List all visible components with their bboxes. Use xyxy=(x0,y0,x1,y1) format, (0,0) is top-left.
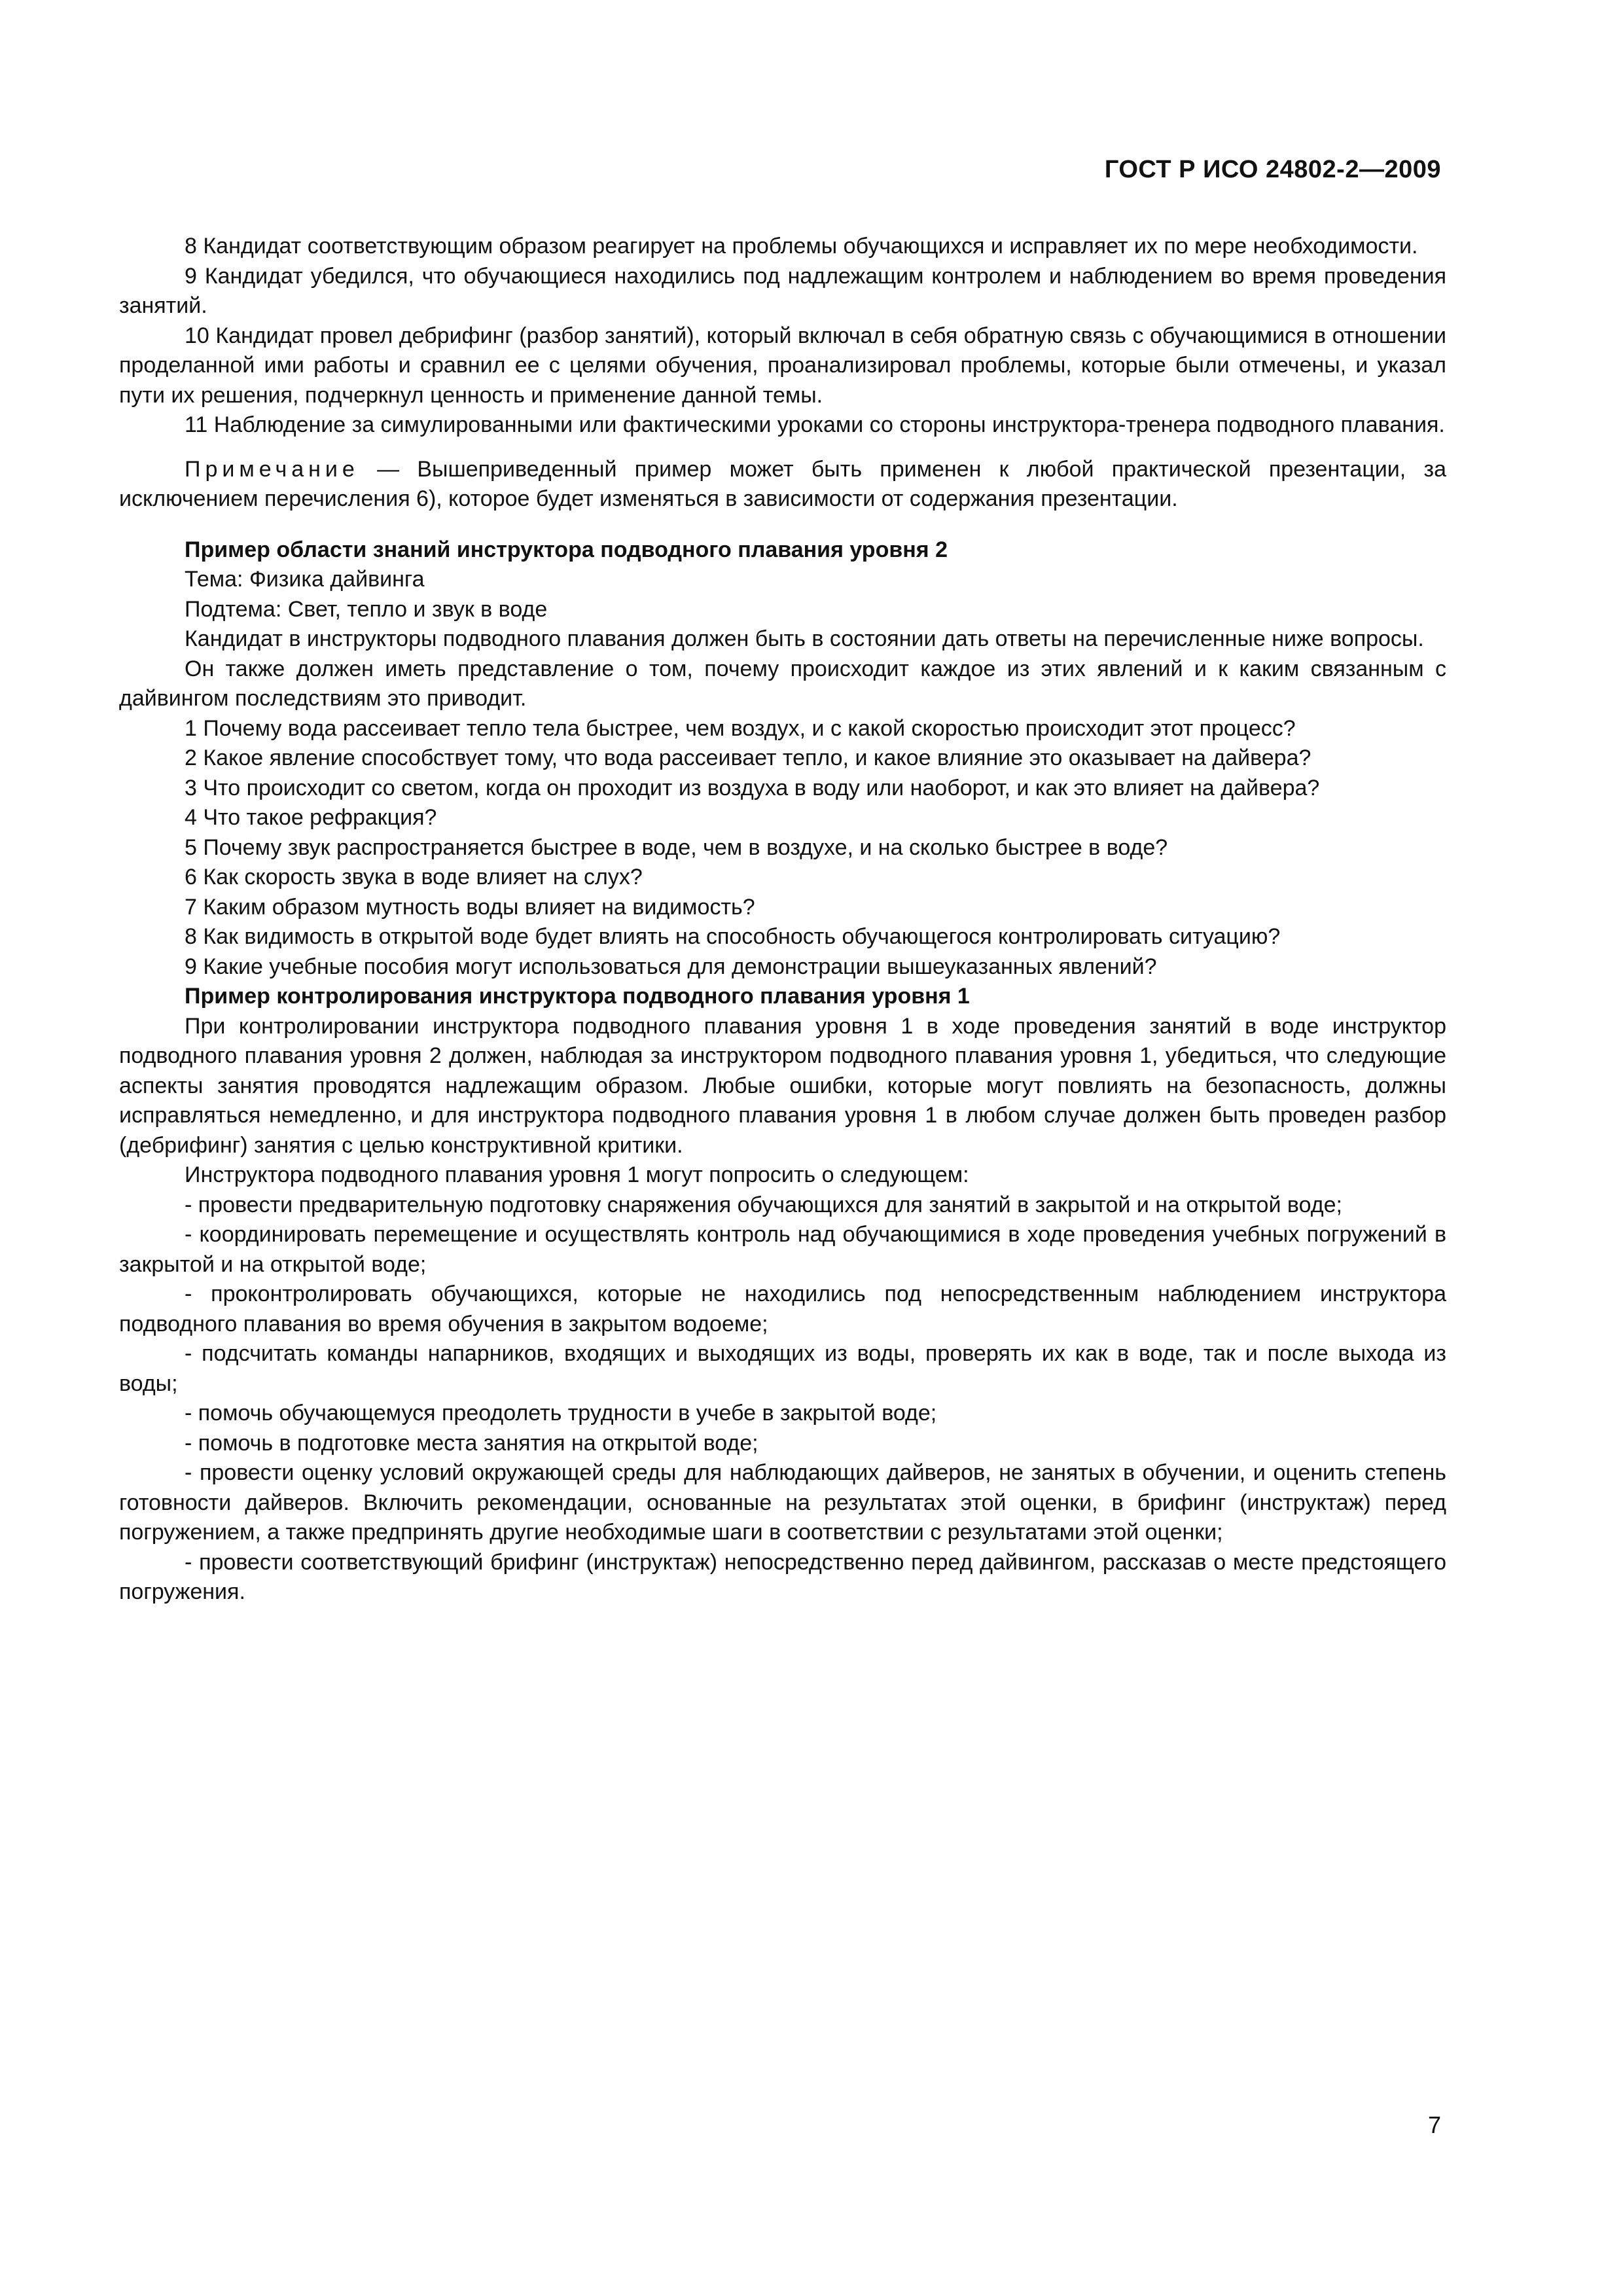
note-paragraph xyxy=(119,455,1446,514)
question-item: 4 Что такое рефракция? xyxy=(185,805,437,830)
bullet-item: - провести предварительную подготовку снаряжения обучающихся для занятий в закрытой и на открытой воде; xyxy=(185,1192,1342,1217)
note-text: — Вышеприведенный пример может быть применен к любой практической презентации, за исключением перечисления 6), которое будет изменяться в зависимости от содержания презентации. xyxy=(119,456,1446,511)
question-item: 8 Как видимость в открытой воде будет влиять на способность обучающегося контролировать ситуацию? xyxy=(185,924,1281,949)
list-item: 8 Кандидат соответствующим образом реагирует на проблемы обучающихся и исправляет их по мере необходимости. xyxy=(185,234,1418,259)
question-item: 7 Каким образом мутность воды влияет на видимость? xyxy=(185,894,755,920)
question-item: 2 Какое явление способствует тому, что вода рассеивает тепло, и какое влияние это оказывает на дайвера? xyxy=(185,745,1311,770)
paragraph: Он также должен иметь представление о том, почему происходит каждое из этих явлений и к каким связанным с дайвингом последствиям это приводит. xyxy=(119,656,1446,711)
document-id-header: ГОСТ Р ИСО 24802-2—2009 xyxy=(1104,156,1441,183)
bullet-item: - провести соответствующий брифинг (инструктаж) непосредственно перед дайвингом, рассказав о месте предстоящего погружения. xyxy=(119,1549,1446,1604)
bullet-item: - координировать перемещение и осуществлять контроль над обучающимися в ходе проведения учебных погружений в закрытой и на открытой воде; xyxy=(119,1222,1446,1277)
question-item: 9 Какие учебные пособия могут использоваться для демонстрации вышеуказанных явлений? xyxy=(185,954,1157,979)
paragraph: Инструктора подводного плавания уровня 1 могут попросить о следующем: xyxy=(185,1162,969,1187)
bullet-item: - помочь в подготовке места занятия на открытой воде; xyxy=(185,1430,758,1456)
paragraph: При контролировании инструктора подводного плавания уровня 1 в ходе проведения занятий в воде инструктор подводного плавания уровня 2 должен, наблюдая за инструктором подводного плавания уровня 1, убедиться, что следующие аспекты занятия проводятся надлежащим образом. Любые ошибки, которые могут повлиять на безопасность, должны исправляться немедленно, и для инструктора подводного плавания уровня 1 в любом случае должен быть проведен разбор (дебрифинг) занятия с целью конструктивной критики. xyxy=(119,1013,1446,1158)
paragraph: Кандидат в инструкторы подводного плавания должен быть в состоянии дать ответы на перечисленные ниже вопросы. xyxy=(185,626,1424,651)
topic-line: Тема: Физика дайвинга xyxy=(185,567,425,592)
list-item: 11 Наблюдение за симулированными или фактическими уроками со стороны инструктора-тренера подводного плавания. xyxy=(185,412,1445,437)
question-item: 3 Что происходит со светом, когда он проходит из воздуха в воду или наоборот, и как это влияет на дайвера? xyxy=(185,775,1320,800)
list-item: 9 Кандидат убедился, что обучающиеся находились под надлежащим контролем и наблюдением во время проведения занятий. xyxy=(119,263,1446,318)
bullet-item: - подсчитать команды напарников, входящих и выходящих из воды, проверять их как в воде, так и после выхода из воды; xyxy=(119,1341,1446,1396)
list-item: 10 Кандидат провел дебрифинг (разбор занятий), который включал в себя обратную связь с обучающимися в отношении проделанной ими работы и сравнил ее с целями обучения, проанализировал проблемы, которые были отмечены, и указал пути их решения, подчеркнул ценность и применение данной темы. xyxy=(119,323,1446,408)
subtopic-line: Подтема: Свет, тепло и звук в воде xyxy=(185,596,548,622)
section-heading: Пример контролирования инструктора подводного плавания уровня 1 xyxy=(185,984,970,1009)
question-item: 6 Как скорость звука в воде влияет на слух? xyxy=(185,865,643,889)
bullet-item: - проконтролировать обучающихся, которые не находились под непосредственным наблюдением инструктора подводного плавания во время обучения в закрытом водоеме; xyxy=(119,1282,1446,1336)
section-heading: Пример области знаний инструктора подводного плавания уровня 2 xyxy=(185,537,948,562)
question-item: 5 Почему звук распространяется быстрее в воде, чем в воздухе, и на сколько быстрее в воде? xyxy=(185,834,1168,860)
note-label: Примечание xyxy=(185,456,359,482)
page-body xyxy=(119,232,1446,1607)
page-number: 7 xyxy=(1427,2111,1441,2138)
bullet-item: - помочь обучающемуся преодолеть трудности в учебе в закрытой воде; xyxy=(185,1401,937,1426)
question-item: 1 Почему вода рассеивает тепло тела быстрее, чем воздух, и с какой скоростью происходит этот процесс? xyxy=(185,715,1296,741)
bullet-item: - провести оценку условий окружающей среды для наблюдающих дайверов, не занятых в обучении, и оценить степень готовности дайверов. Включить рекомендации, основанные на результатах этой оценки, в брифинг (инструктаж) перед погружением, а также предпринять другие необходимые шаги в соответствии с результатами этой оценки; xyxy=(119,1460,1446,1545)
